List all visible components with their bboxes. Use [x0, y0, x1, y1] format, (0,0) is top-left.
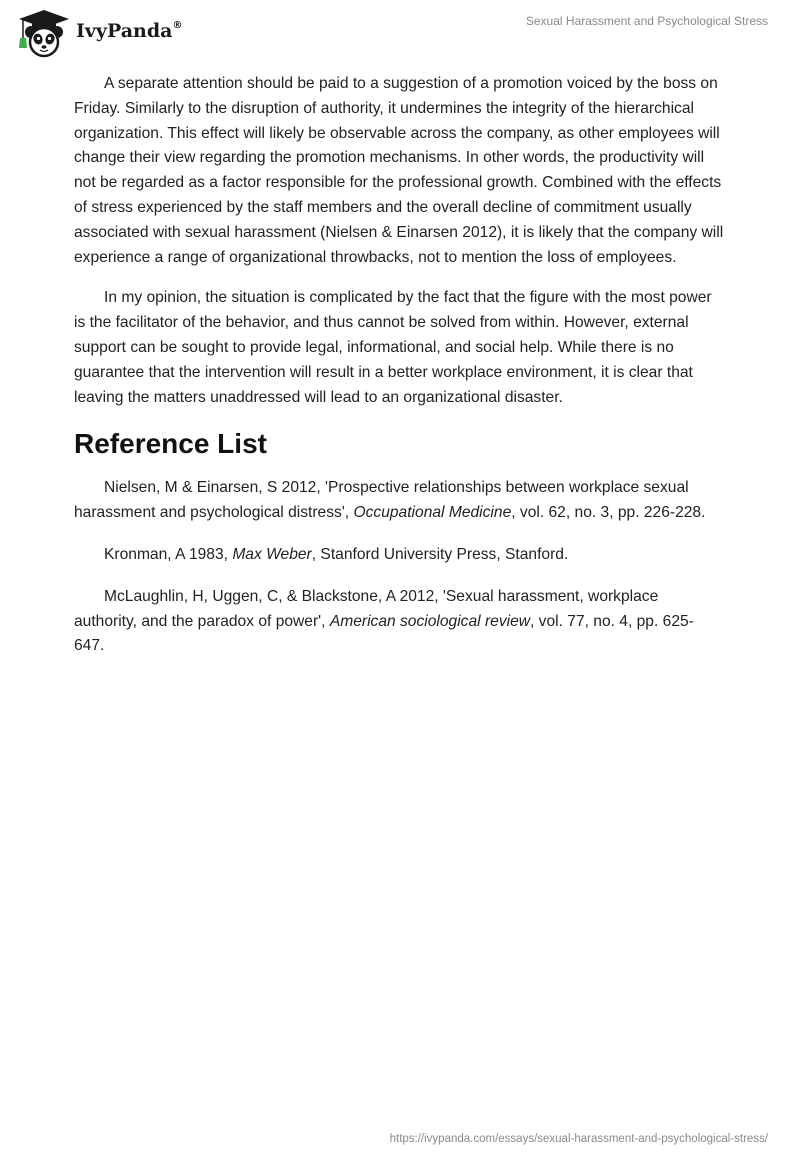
page-header	[0, 0, 800, 70]
reference-text: , vol. 77, no. 4, pp. 625-647.	[74, 612, 694, 655]
reference-text: , vol. 62, no. 3, pp. 226-228.	[511, 504, 706, 522]
running-title: Sexual Harassment and Psychological Stress	[525, 14, 768, 28]
reference-item	[74, 476, 724, 526]
registered-mark: ®	[172, 20, 183, 31]
ivypanda-logo[interactable]	[14, 8, 204, 58]
reference-text: McLaughlin, H, Uggen, C, & Blackstone, A 2012, 'Sexual harassment, workplace authority, and the paradox of power',	[74, 587, 659, 630]
body-paragraph: In my opinion, the situation is complicated by the fact that the figure with the most power is the facilitator of the behavior, and thus cannot be solved from within. However, external support can be sought to provide legal, informational, and social help. While there is no guarantee that the intervention will result in a better workplace environment, it is clear that leaving the matters unaddressed will lead to an organizational disaster.	[74, 289, 712, 406]
reference-source-title: Occupational Medicine	[353, 504, 512, 522]
source-url-link[interactable]: https://ivypanda.com/essays/sexual-harassment-and-psychological-stress/	[389, 1133, 768, 1145]
reference-list-heading: Reference List	[74, 428, 267, 460]
reference-text: Nielsen, M & Einarsen, S 2012, 'Prospective relationships between workplace sexual harassment and psychological distress',	[74, 479, 689, 522]
document-body	[74, 72, 724, 676]
reference-source-title: Max Weber	[232, 545, 312, 563]
reference-item	[74, 585, 724, 659]
reference-source-title: American sociological review	[329, 612, 531, 630]
reference-text: , Stanford University Press, Stanford.	[311, 545, 569, 563]
body-paragraph: A separate attention should be paid to a suggestion of a promotion voiced by the boss on Friday. Similarly to the disruption of authority, it undermines the integrity of the hierarchical organization. This effect will likely be observable across the company, as other employees will change their view regarding the promotion mechanisms. In other words, the productivity will not be regarded as a factor responsible for the professional growth. Combined with the effects of stress experienced by the staff members and the overall decline of commitment usually associated with sexual harassment (Nielsen & Einarsen 2012), it is likely that the company will experience a range of organizational throwbacks, not to mention the loss of employees.	[74, 75, 724, 266]
brand-text: IvyPanda	[76, 20, 173, 42]
reference-text: Kronman, A 1983,	[104, 545, 233, 563]
brand-name	[76, 20, 182, 42]
panda-icon	[14, 8, 74, 58]
reference-item	[74, 543, 724, 568]
